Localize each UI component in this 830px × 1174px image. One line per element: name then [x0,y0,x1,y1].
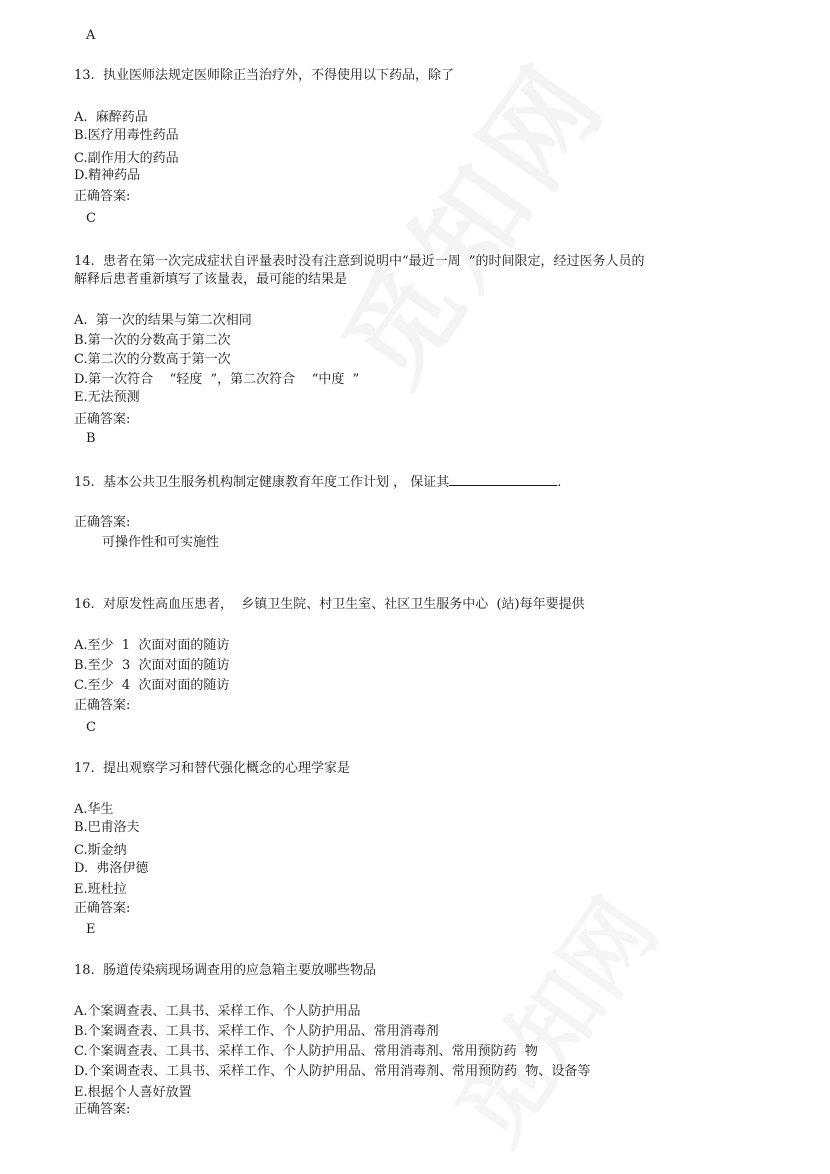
q18-option-c: C.个案调查表、工具书、采样工作、个人防护用品、常用消毒剂、常用预防药 物 [74,1044,538,1059]
q17-answer-label: 正确答案: [74,901,131,916]
q18-option-b: B.个案调查表、工具书、采样工作、个人防护用品、常用消毒剂 [74,1024,439,1039]
q13-option-d: D.精神药品 [74,168,141,183]
q15-answer: 可操作性和可实施性 [102,535,220,550]
question-14-line1: 14. 患者在第一次完成症状自评量表时没有注意到说明中“最近一周 ”的时间限定，经过医务人员的 [74,254,645,269]
q17-option-d: D. 弗洛伊德 [74,861,149,876]
q13-answer-label: 正确答案: [74,189,131,204]
q14-option-e: E.无法预测 [74,390,140,405]
q17-option-e: E.班杜拉 [74,882,127,897]
question-18: 18. 肠道传染病现场调查用的应急箱主要放哪些物品 [74,963,376,978]
q17-option-b: B.巴甫洛夫 [74,820,140,835]
question-15-text: 15. 基本公共卫生服务机构制定健康教育年度工作计划 ， 保证其 [74,475,450,490]
q16-answer-label: 正确答案: [74,698,131,713]
q16-option-a: A.至少 1 次面对面的随访 [74,638,230,653]
question-16: 16. 对原发性高血压患者， 乡镇卫生院、村卫生室、社区卫生服务中心 (站)每年要提供 [74,597,585,612]
q14-option-c: C.第二次的分数高于第一次 [74,352,231,367]
question-14-line2: 解释后患者重新填写了该量表，最可能的结果是 [74,272,348,287]
q18-option-a: A.个案调查表、工具书、采样工作、个人防护用品 [74,1004,361,1019]
q13-option-b: B.医疗用毒性药品 [74,128,179,143]
q13-answer: C [86,211,96,226]
question-15 [74,473,561,491]
q14-answer-label: 正确答案: [74,412,131,427]
q16-option-b: B.至少 3 次面对面的随访 [74,658,230,673]
q15-answer-label: 正确答案: [74,515,131,530]
fill-in-blank [449,473,557,486]
q14-option-b: B.第一次的分数高于第二次 [74,333,231,348]
q14-option-d: D.第一次符合 “轻度 ”，第二次符合 “中度 ” [74,372,360,387]
q16-answer: C [86,720,96,735]
q14-option-a: A. 第一次的结果与第二次相同 [74,313,252,328]
question-15-period: . [557,475,562,490]
q18-answer-label: 正确答案: [74,1102,131,1117]
q13-option-a: A. 麻醉药品 [74,110,148,125]
q18-option-e: E.根据个人喜好放置 [74,1085,192,1100]
q17-option-a: A.华生 [74,802,114,817]
q17-answer: E [86,922,96,937]
q17-option-c: C.斯金纳 [74,843,127,858]
q18-option-d: D.个案调查表、工具书、采样工作、个人防护用品、常用消毒剂、常用预防药 物、设备等 [74,1064,591,1079]
answer-q12: A [86,28,96,43]
q16-option-c: C.至少 4 次面对面的随访 [74,678,230,693]
watermark-bottom [420,869,681,1165]
question-17: 17. 提出观察学习和替代强化概念的心理学家是 [74,761,350,776]
question-13: 13. 执业医师法规定医师除正当治疗外，不得使用以下药品，除了 [74,68,454,83]
q14-answer: B [86,431,96,446]
q13-option-c: C.副作用大的药品 [74,151,179,166]
